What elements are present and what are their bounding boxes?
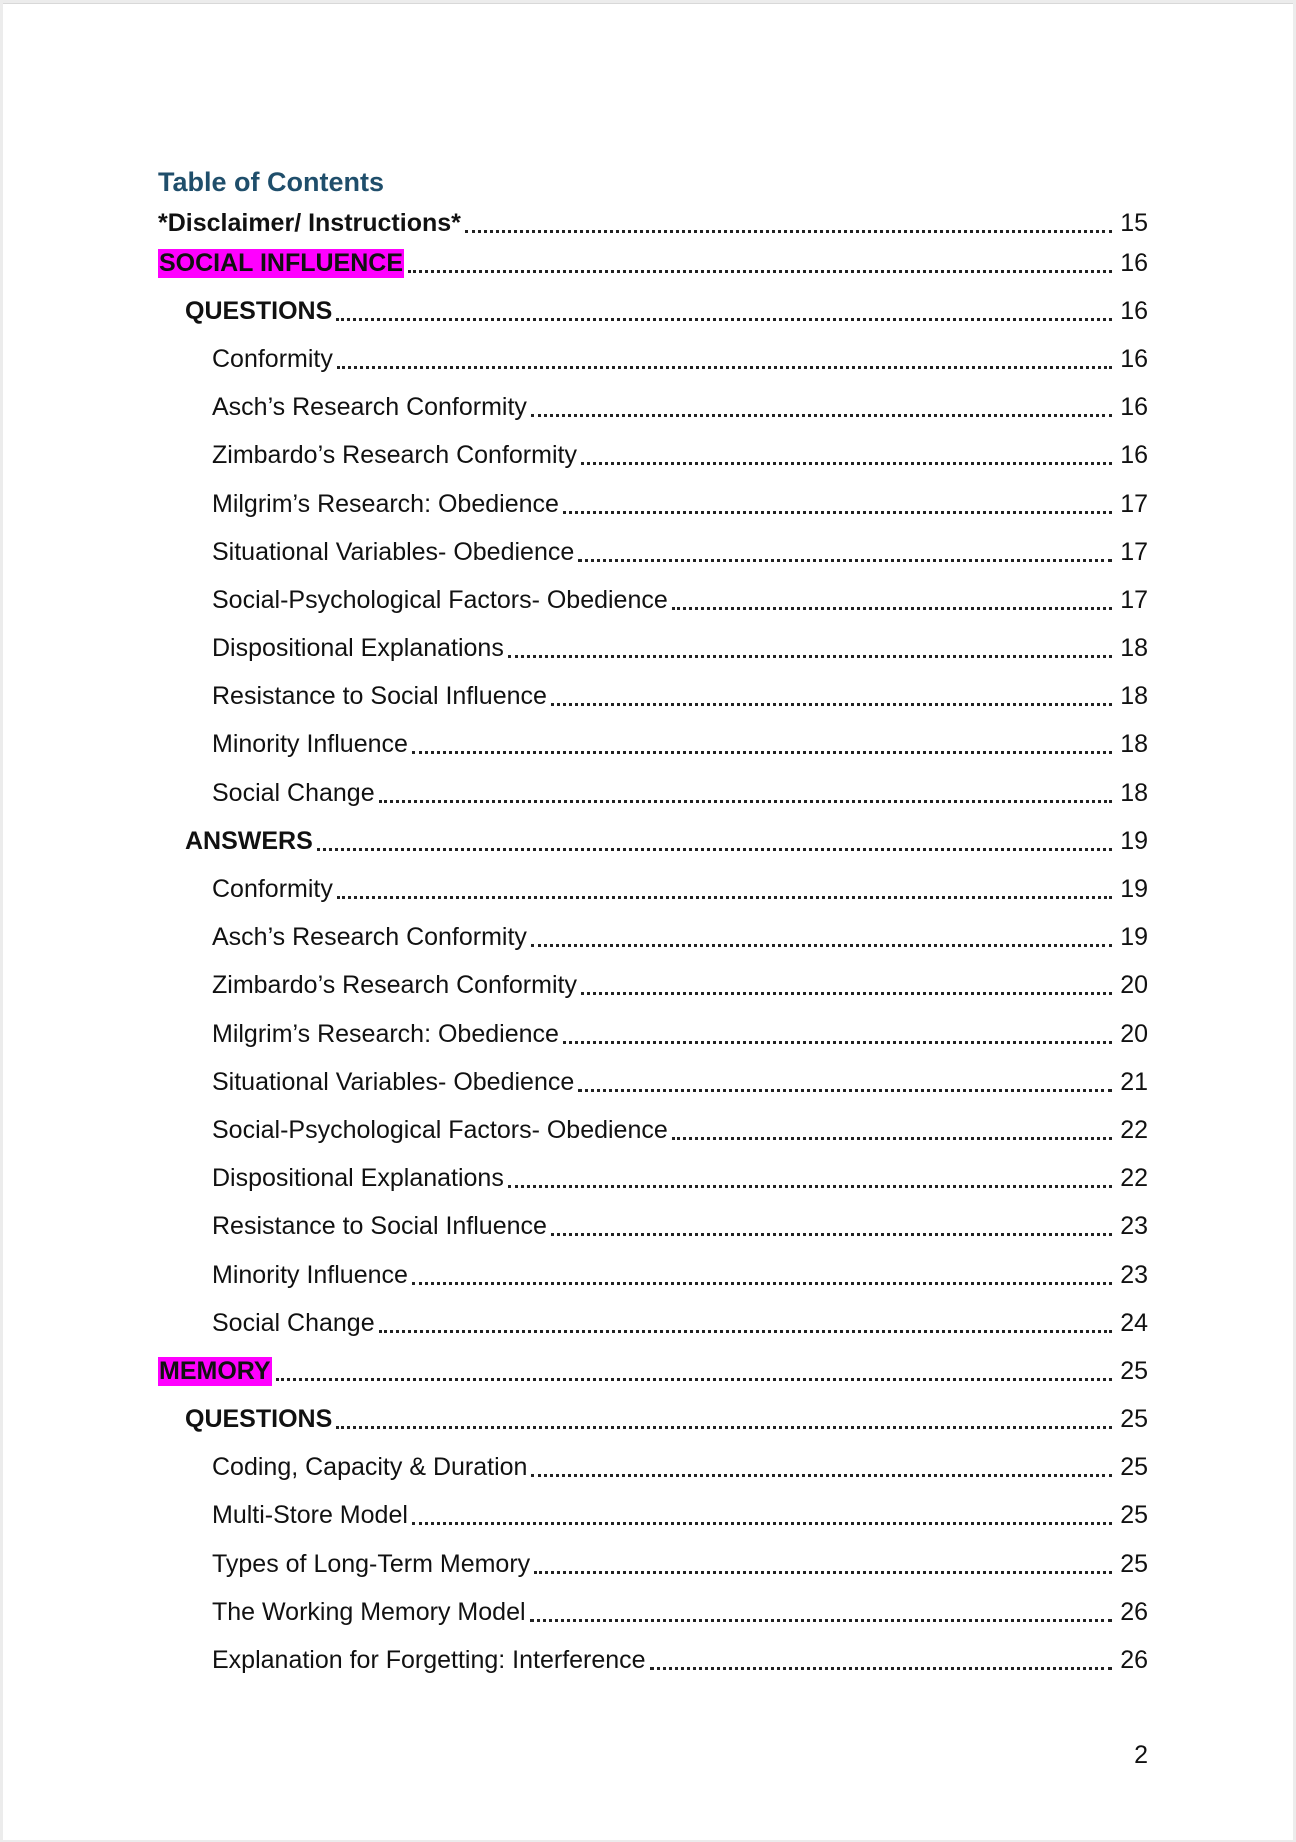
toc-entry-page: 17: [1120, 537, 1148, 566]
dot-leader: [581, 992, 1112, 995]
toc-entry[interactable]: [158, 576, 1148, 624]
toc-entry[interactable]: [158, 1299, 1148, 1347]
toc-entry[interactable]: [158, 1251, 1148, 1299]
toc-list: [158, 207, 1148, 1685]
toc-entry-page: 16: [1120, 344, 1148, 373]
toc-entry-page: 18: [1120, 682, 1148, 711]
toc-entry-title: Explanation for Forgetting: Interference: [212, 1646, 646, 1675]
toc-entry-page: 17: [1120, 489, 1148, 518]
dot-leader: [578, 559, 1112, 562]
toc-entry[interactable]: [158, 721, 1148, 769]
toc-entry-page: 24: [1120, 1308, 1148, 1337]
toc-entry[interactable]: [158, 769, 1148, 817]
toc-entry[interactable]: [158, 1058, 1148, 1106]
toc-entry-title: Minority Influence: [212, 1260, 408, 1289]
toc-entry-page: 16: [1120, 441, 1148, 470]
toc-entry-page: 23: [1120, 1260, 1148, 1289]
toc-entry-title: MEMORY: [159, 1356, 271, 1385]
dot-leader: [563, 1041, 1112, 1044]
dot-leader: [336, 1426, 1112, 1429]
dot-leader: [578, 1089, 1112, 1092]
dot-leader: [534, 1571, 1112, 1574]
dot-leader: [531, 944, 1112, 947]
toc-entry[interactable]: [158, 1444, 1148, 1492]
toc-entry-page: 22: [1120, 1164, 1148, 1193]
toc-entry[interactable]: [158, 1347, 1148, 1395]
dot-leader: [581, 462, 1112, 465]
toc-entry[interactable]: [158, 1492, 1148, 1540]
dot-leader: [531, 414, 1112, 417]
toc-entry-title: The Working Memory Model: [212, 1597, 526, 1626]
toc-entry-title: Types of Long-Term Memory: [212, 1549, 531, 1578]
toc-entry[interactable]: [158, 335, 1148, 383]
toc-entry-page: 25: [1120, 1453, 1148, 1482]
dot-leader: [317, 848, 1112, 851]
toc-entry-page: 21: [1120, 1067, 1148, 1096]
toc-entry[interactable]: [158, 1106, 1148, 1154]
dot-leader: [508, 1185, 1112, 1188]
dot-leader: [650, 1667, 1112, 1670]
toc-entry[interactable]: [158, 1636, 1148, 1684]
toc-entry-title: Asch’s Research Conformity: [212, 923, 527, 952]
toc-entry[interactable]: [158, 1010, 1148, 1058]
toc-entry-title: QUESTIONS: [185, 296, 333, 325]
toc-entry[interactable]: [158, 962, 1148, 1010]
toc-entry[interactable]: [158, 528, 1148, 576]
toc-entry-title: Milgrim’s Research: Obedience: [212, 1019, 559, 1048]
toc-entry[interactable]: [158, 1540, 1148, 1588]
toc-entry-title: Social Change: [212, 778, 375, 807]
toc-entry-page: 20: [1120, 971, 1148, 1000]
toc-entry[interactable]: [158, 239, 1148, 287]
toc-entry-title: Resistance to Social Influence: [212, 682, 547, 711]
dot-leader: [408, 270, 1112, 273]
toc-entry-title: Social-Psychological Factors- Obedience: [212, 1115, 668, 1144]
dot-leader: [276, 1378, 1112, 1381]
page-number: 2: [1134, 1741, 1148, 1769]
toc-entry-title: QUESTIONS: [185, 1405, 333, 1434]
toc-entry[interactable]: [158, 625, 1148, 673]
toc-entry-title: Situational Variables- Obedience: [212, 1067, 575, 1096]
toc-entry-title: Asch’s Research Conformity: [212, 393, 527, 422]
toc-entry-title: Multi-Store Model: [212, 1501, 408, 1530]
toc-entry-page: 26: [1120, 1646, 1148, 1675]
toc-entry-page: 25: [1120, 1501, 1148, 1530]
toc-entry-title: Minority Influence: [212, 730, 408, 759]
toc-entry-title: Dispositional Explanations: [212, 634, 504, 663]
toc-entry-title: Resistance to Social Influence: [212, 1212, 547, 1241]
dot-leader: [465, 230, 1112, 233]
toc-entry-page: 19: [1120, 875, 1148, 904]
toc-entry-page: 16: [1120, 296, 1148, 325]
toc-entry-page: 15: [1120, 208, 1148, 237]
dot-leader: [531, 1474, 1112, 1477]
dot-leader: [412, 751, 1112, 754]
dot-leader: [551, 1233, 1112, 1236]
dot-leader: [379, 1330, 1112, 1333]
toc-entry[interactable]: [158, 817, 1148, 865]
toc-entry-page: 16: [1120, 248, 1148, 277]
toc-entry-title: *Disclaimer/ Instructions*: [158, 208, 461, 237]
toc-entry-page: 25: [1120, 1549, 1148, 1578]
document-page: [3, 3, 1293, 1840]
toc-entry-page: 18: [1120, 634, 1148, 663]
dot-leader: [563, 511, 1112, 514]
dot-leader: [379, 800, 1112, 803]
toc-entry-title: Zimbardo’s Research Conformity: [212, 971, 577, 1000]
dot-leader: [336, 318, 1112, 321]
toc-entry[interactable]: [158, 914, 1148, 962]
toc-entry[interactable]: [158, 1155, 1148, 1203]
toc-entry-page: 18: [1120, 778, 1148, 807]
toc-entry[interactable]: [158, 865, 1148, 913]
toc-entry[interactable]: [158, 480, 1148, 528]
toc-entry-title: Social Change: [212, 1308, 375, 1337]
toc-entry-page: 25: [1120, 1356, 1148, 1385]
toc-entry-page: 22: [1120, 1115, 1148, 1144]
toc-entry-title: Dispositional Explanations: [212, 1164, 504, 1193]
dot-leader: [551, 703, 1112, 706]
toc-entry-title: Situational Variables- Obedience: [212, 537, 575, 566]
toc-entry[interactable]: [158, 287, 1148, 335]
toc-entry-page: 23: [1120, 1212, 1148, 1241]
dot-leader: [337, 896, 1112, 899]
dot-leader: [672, 607, 1112, 610]
toc-entry-page: 26: [1120, 1597, 1148, 1626]
toc-entry-title: SOCIAL INFLUENCE: [159, 248, 403, 277]
toc-entry-title: Conformity: [212, 875, 333, 904]
toc-entry-page: 19: [1120, 923, 1148, 952]
toc-entry-title: Social-Psychological Factors- Obedience: [212, 585, 668, 614]
toc-entry[interactable]: [158, 207, 1148, 239]
toc-entry-title: Conformity: [212, 344, 333, 373]
toc-entry-page: 17: [1120, 585, 1148, 614]
toc-entry-title: Zimbardo’s Research Conformity: [212, 441, 577, 470]
toc-entry-page: 20: [1120, 1019, 1148, 1048]
toc-entry-title: Coding, Capacity & Duration: [212, 1453, 528, 1482]
toc-title: Table of Contents: [158, 167, 384, 197]
toc-entry-page: 25: [1120, 1405, 1148, 1434]
dot-leader: [337, 366, 1112, 369]
dot-leader: [530, 1619, 1112, 1622]
toc-entry-page: 16: [1120, 393, 1148, 422]
toc-entry[interactable]: [158, 432, 1148, 480]
toc-entry[interactable]: [158, 1588, 1148, 1636]
toc-entry[interactable]: [158, 1396, 1148, 1444]
toc-entry-page: 19: [1120, 826, 1148, 855]
toc-entry[interactable]: [158, 384, 1148, 432]
dot-leader: [508, 655, 1112, 658]
dot-leader: [412, 1522, 1112, 1525]
toc-entry[interactable]: [158, 673, 1148, 721]
toc-entry-title: Milgrim’s Research: Obedience: [212, 489, 559, 518]
dot-leader: [412, 1282, 1112, 1285]
dot-leader: [672, 1137, 1112, 1140]
toc-entry[interactable]: [158, 1203, 1148, 1251]
toc-entry-page: 18: [1120, 730, 1148, 759]
toc-entry-title: ANSWERS: [185, 826, 313, 855]
